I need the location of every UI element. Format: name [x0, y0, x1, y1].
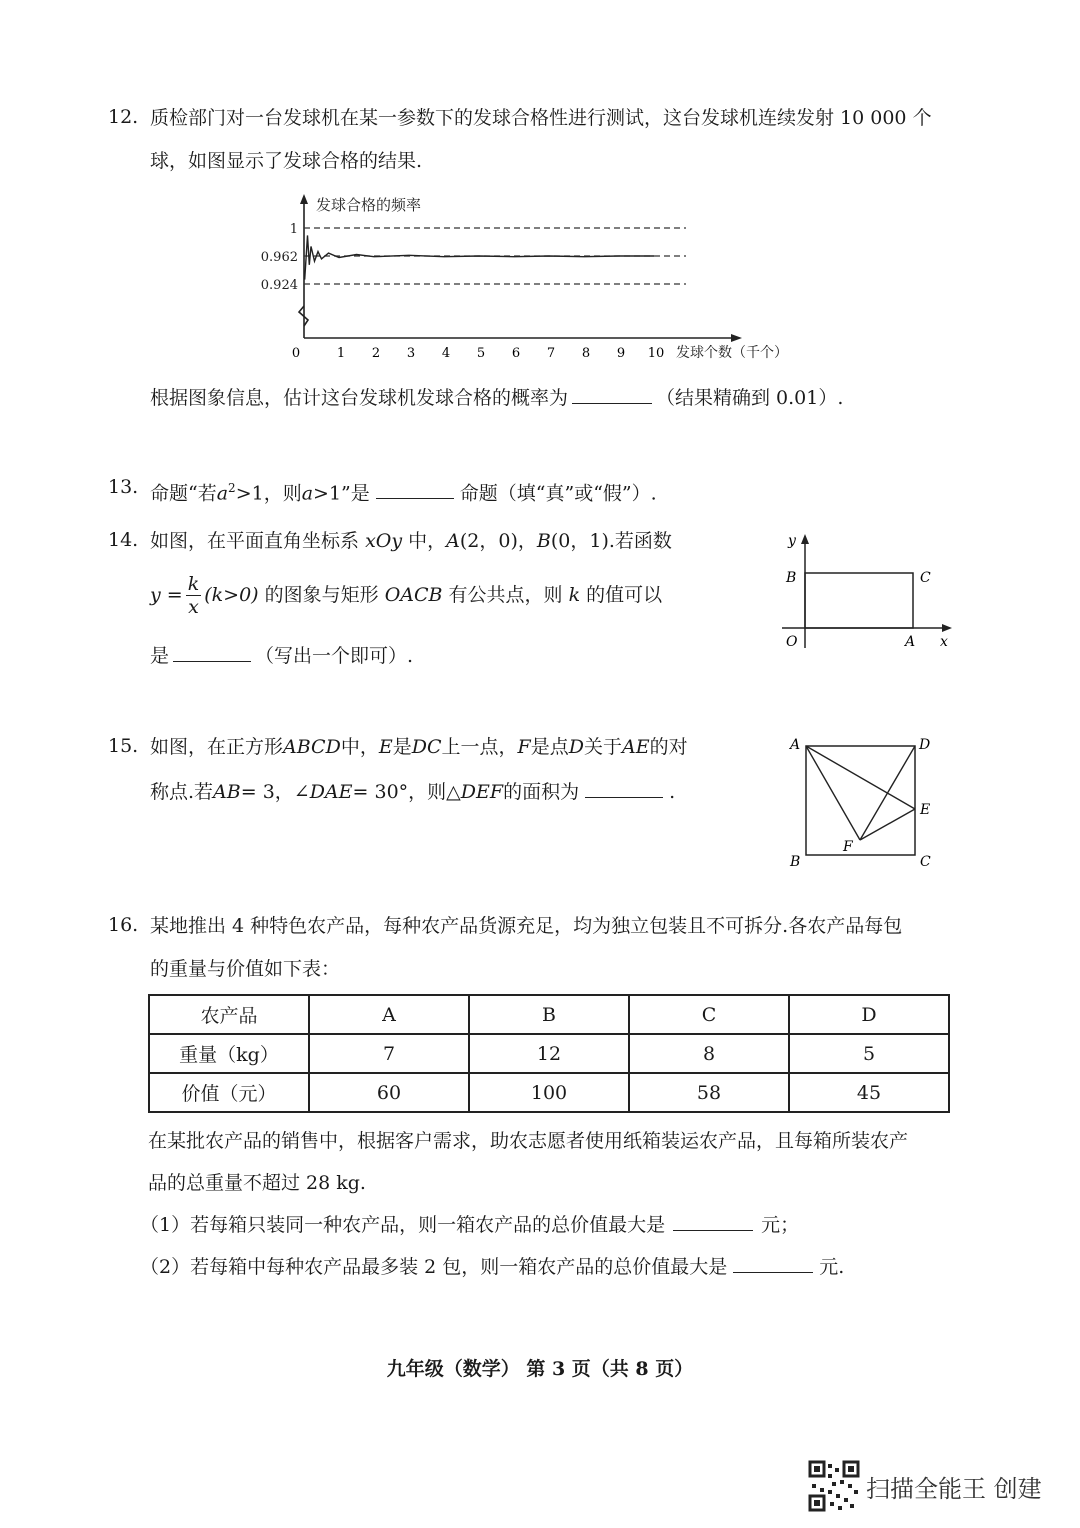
label-d: D: [919, 737, 931, 753]
question-text: [150, 529, 672, 553]
question-text-part: 元；: [761, 1214, 800, 1236]
question-text: 质检部门对一台发球机在某一参数下的发球合格性进行测试，这台发球机连续发射 10 000 个: [150, 107, 932, 129]
math-var: DAE: [309, 781, 353, 803]
x-tick-label: 2: [371, 346, 381, 361]
question-text-part: 上一点，: [441, 736, 518, 758]
answer-blank: [173, 643, 251, 662]
math-var: xOy: [365, 530, 403, 552]
question-text: [140, 1212, 799, 1237]
label-e: E: [920, 802, 931, 818]
x-tick-label: 10: [647, 346, 665, 361]
table-header-cell: C: [629, 995, 789, 1034]
question-text-part: 元.: [819, 1256, 845, 1278]
table-row: [149, 1073, 949, 1112]
label-b: B: [786, 570, 797, 586]
table-cell: 12: [469, 1034, 629, 1073]
question-text: 球，如图显示了发球合格的结果.: [150, 150, 423, 172]
watermark-text: 扫描全能王 创建: [866, 1475, 1042, 1503]
answer-blank: [572, 385, 652, 404]
square-figure: [785, 734, 945, 874]
fraction-denominator: x: [188, 595, 199, 618]
question-text-part: = 3，∠: [240, 781, 310, 803]
math-var: k: [568, 584, 581, 606]
question-text-part: (2，0)，: [459, 530, 537, 552]
segment-af: [806, 746, 860, 840]
label-b: B: [790, 854, 801, 870]
math-exp: 2: [228, 481, 236, 495]
math-var: AE: [621, 736, 650, 758]
math-var: E: [378, 736, 393, 758]
fraction: [186, 573, 202, 618]
x-tick-label: 7: [546, 346, 556, 361]
question-text-part: 根据图象信息，估计这台发球机发球合格的概率为: [150, 387, 569, 409]
question-text: [140, 1254, 844, 1279]
question-text: [150, 735, 688, 759]
question-text-part: 如图，在平面直角坐标系: [150, 530, 360, 552]
table-cell: 100: [469, 1073, 629, 1112]
question-text-part: 命题（填“真”或“假”）.: [459, 482, 657, 505]
question-text-part: (0，1).若函数: [550, 530, 672, 552]
question-number: 12.: [108, 106, 139, 128]
table-header-cell: D: [789, 995, 949, 1034]
x-tick-label: 9: [616, 346, 626, 361]
question-text: [150, 570, 662, 620]
x-tick-label: 3: [406, 346, 416, 361]
question-text-part: 的图象与矩形: [264, 584, 379, 606]
fraction-numerator: k: [187, 572, 200, 595]
question-number: 15.: [108, 735, 139, 757]
question-text: 某地推出 4 种特色农产品，每种农产品货源充足，均为独立包装且不可拆分.各农产品每包: [150, 915, 903, 937]
y-tick-label: 0.962: [260, 250, 298, 265]
question-text-part: 命题“若: [150, 482, 217, 505]
answer-blank: [585, 779, 663, 798]
x-tick-label: 4: [441, 346, 451, 361]
question-text-part: （写出一个即可）.: [255, 645, 414, 667]
question-text-part: （2）若每箱中每种农产品最多装 2 包，则一箱农产品的总价值最大是: [140, 1256, 728, 1278]
question-text: [150, 779, 675, 804]
question-text-part: = 30°，则△: [352, 781, 461, 803]
math-expr: (k>0): [204, 584, 259, 606]
math-var: AB: [213, 781, 241, 803]
math-var: DC: [411, 736, 442, 758]
math-var: B: [536, 530, 551, 552]
question-text-part: 的值可以: [586, 584, 663, 606]
x-tick-label: 0: [291, 346, 301, 361]
rectangle-oacb: [805, 573, 913, 628]
x-tick-label: 6: [511, 346, 521, 361]
question-number: 13.: [108, 476, 139, 498]
label-a: A: [905, 634, 916, 650]
x-tick-label: 5: [476, 346, 486, 361]
question-text: [150, 385, 843, 410]
table-cell: 5: [789, 1034, 949, 1073]
question-text-part: 是: [392, 736, 412, 758]
answer-blank: [376, 480, 454, 499]
question-text-part: 如图，在正方形: [150, 736, 284, 758]
label-f: F: [843, 839, 853, 855]
question-number: 14.: [108, 529, 139, 551]
question-text-part: 的对: [649, 736, 688, 758]
table-cell: 58: [629, 1073, 789, 1112]
label-a: A: [790, 737, 801, 753]
answer-blank: [673, 1212, 753, 1231]
chart-y-label: 发球合格的频率: [316, 196, 422, 214]
table-cell: 价值（元）: [149, 1073, 309, 1112]
x-tick-label: 1: [336, 346, 346, 361]
y-axis-arrow: [300, 194, 308, 204]
question-text-part: 是点: [530, 736, 569, 758]
math-expr: y =: [150, 584, 183, 606]
table-cell: 重量（kg）: [149, 1034, 309, 1073]
label-y: y: [788, 533, 796, 549]
question-text-part: 的面积为: [503, 781, 580, 803]
product-table: [148, 994, 950, 1113]
answer-blank: [733, 1254, 813, 1273]
question-text-part: >1”是: [313, 482, 370, 505]
page-footer: 九年级（数学） 第 3 页（共 8 页）: [386, 1358, 694, 1380]
segment-fe: [860, 809, 915, 840]
frequency-curve: [305, 235, 654, 279]
question-number: 16.: [108, 914, 139, 936]
table-header-cell: 农产品: [149, 995, 309, 1034]
x-axis-arrow: [731, 334, 742, 342]
label-x: x: [940, 634, 948, 650]
math-var: a: [301, 482, 314, 505]
y-tick-label: 1: [289, 222, 298, 237]
question-text: 的重量与价值如下表：: [150, 958, 341, 980]
question-text-part: 关于: [583, 736, 622, 758]
x-tick-label: 8: [581, 346, 591, 361]
x-tick-labels: [292, 346, 664, 361]
question-text-part: >1，则: [235, 482, 302, 505]
frequency-chart: [250, 188, 790, 378]
question-text-part: .: [669, 781, 676, 803]
math-var: A: [446, 530, 460, 552]
label-o: O: [786, 634, 798, 650]
question-text-part: 中，: [340, 736, 379, 758]
y-axis-arrow: [801, 534, 809, 544]
segment-ae: [806, 746, 915, 809]
question-text-part: 有公共点，则: [448, 584, 563, 606]
qr-code-icon: [808, 1460, 860, 1512]
math-var: OACB: [384, 584, 443, 606]
question-text: [150, 476, 657, 505]
math-var: D: [568, 736, 584, 758]
table-header-cell: B: [469, 995, 629, 1034]
table-cell: 60: [309, 1073, 469, 1112]
math-var: DEF: [460, 781, 504, 803]
question-text-part: （结果精确到 0.01）.: [656, 387, 844, 409]
table-header-row: [149, 995, 949, 1034]
math-var: a: [216, 482, 229, 505]
question-text-part: （1）若每箱只装同一种农产品，则一箱农产品的总价值最大是: [140, 1214, 666, 1236]
table-row: [149, 1034, 949, 1073]
question-text-part: 称点.若: [150, 781, 214, 803]
question-text-part: 中，: [408, 530, 447, 552]
label-c: C: [920, 570, 931, 586]
rectangle-figure: [772, 528, 962, 658]
question-text: 品的总重量不超过 28 kg.: [148, 1172, 366, 1194]
math-var: F: [517, 736, 531, 758]
table-cell: 7: [309, 1034, 469, 1073]
question-text-part: 是: [150, 645, 170, 667]
question-text: 在某批农产品的销售中，根据客户需求，助农志愿者使用纸箱装运农产品，且每箱所装农产: [148, 1130, 909, 1152]
label-c: C: [920, 854, 931, 870]
x-axis-arrow: [942, 624, 952, 632]
table-cell: 8: [629, 1034, 789, 1073]
table-cell: 45: [789, 1073, 949, 1112]
question-text: [150, 643, 413, 668]
segment-df: [860, 746, 915, 840]
chart-x-label: 发球个数（千个）: [676, 345, 788, 361]
math-var: ABCD: [283, 736, 341, 758]
y-tick-label: 0.924: [260, 278, 298, 293]
table-header-cell: A: [309, 995, 469, 1034]
